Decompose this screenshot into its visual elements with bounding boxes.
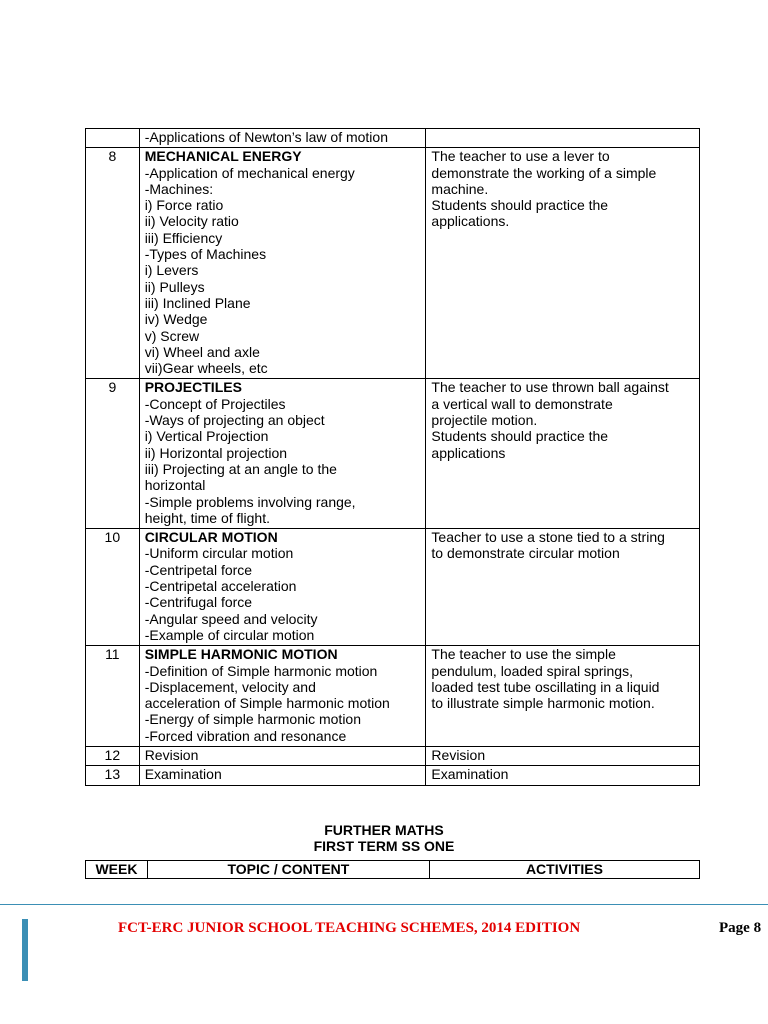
activity-line: demonstrate the working of a simple [431,164,657,181]
week-header: WEEK [86,861,148,879]
topic-line: -Angular speed and velocity [144,610,318,627]
activity-line: machine. [431,180,489,197]
week-cell: 13 [86,766,140,785]
topic-line: -Centripetal force [144,561,253,578]
topic-line: vi) Wheel and axle [144,343,260,360]
header-row [86,861,700,879]
topic-title: MECHANICAL ENERGY [144,148,302,165]
topic-line: -Application of mechanical energy [144,164,355,181]
footer-edition-text: FCT-ERC JUNIOR SCHOOL TEACHING SCHEMES, 2014 EDITION [118,920,581,936]
topic-line: acceleration of Simple harmonic motion [144,695,390,712]
topic-line: vii)Gear wheels, etc [144,360,268,377]
topic-line: horizontal [144,477,206,494]
topic-line: -Applications of Newton’s law of motion [144,129,388,145]
topic-line: i) Levers [144,262,199,279]
topic-line: -Definition of Simple harmonic motion [144,662,378,679]
table-row [86,379,700,529]
topic-line: -Energy of simple harmonic motion [144,711,361,728]
topic-title: PROJECTILES [144,379,242,396]
activity-line: Students should practice the [431,428,609,445]
activity-line: loaded test tube oscillating in a liquid [431,678,660,695]
topic-line: ii) Horizontal projection [144,444,288,461]
topic-line: -Types of Machines [144,246,267,263]
activity-line: pendulum, loaded spiral springs, [431,662,633,679]
activity-line: applications. [431,213,510,230]
term-title: FIRST TERM SS ONE [313,838,455,854]
table-row [86,766,700,785]
topic-line: ii) Velocity ratio [144,213,239,230]
activities-cell [426,746,700,765]
activity-line: The teacher to use the simple [431,646,616,663]
footer-accent-bar [22,919,28,981]
new-section-header-table [85,860,700,879]
topic-line: -Concept of Projectiles [144,395,286,412]
week-cell: 10 [86,529,140,646]
activity-line: The teacher to use thrown ball against [431,379,669,396]
topic-line: -Uniform circular motion [144,545,294,562]
topic-title: SIMPLE HARMONIC MOTION [144,646,338,663]
topic-line: -Example of circular motion [144,626,315,643]
topic-line: -Centrifugal force [144,594,253,611]
topic-content-header: TOPIC / CONTENT [147,861,429,879]
topic-cell [139,148,426,379]
topic-line: -Machines: [144,180,214,197]
topic-line: iii) Projecting at an angle to the [144,460,337,477]
scheme-table [85,128,700,786]
activities-cell [426,766,700,785]
topic-line: -Centripetal acceleration [144,578,297,595]
table-row [86,746,700,765]
week-cell [86,129,140,148]
subject-title: FURTHER MATHS [324,822,444,838]
topic-cell [139,129,426,148]
topic-line: Revision [144,746,199,763]
topic-line: iv) Wedge [144,311,208,328]
topic-line: -Simple problems involving range, [144,493,356,510]
activity-line: The teacher to use a lever to [431,148,610,165]
activity-line: to demonstrate circular motion [431,545,620,562]
week-cell: 8 [86,148,140,379]
activity-line: to illustrate simple harmonic motion. [431,695,655,712]
footer-rule [0,904,768,905]
scheme-table-body [86,129,700,786]
topic-line: -Displacement, velocity and [144,678,316,695]
activity-line: Revision [431,746,486,763]
topic-cell [139,529,426,646]
topic-cell [139,379,426,529]
topic-line: Examination [144,766,222,783]
activity-line: projectile motion. [431,412,538,429]
week-cell: 9 [86,379,140,529]
activity-line: Teacher to use a stone tied to a string [431,529,665,546]
table-row [86,529,700,646]
topic-cell [139,746,426,765]
topic-line: i) Vertical Projection [144,428,269,445]
topic-line: -Forced vibration and resonance [144,727,347,744]
activities-cell [426,529,700,646]
activities-cell [426,148,700,379]
activity-line: applications [431,444,506,461]
topic-line: i) Force ratio [144,197,224,214]
table-row [86,646,700,747]
table-row [86,148,700,379]
topic-line: v) Screw [144,327,200,344]
activity-line: Students should practice the [431,197,609,214]
topic-line: iii) Efficiency [144,229,223,246]
topic-title: CIRCULAR MOTION [144,529,278,546]
week-cell: 11 [86,646,140,747]
activity-line: a vertical wall to demonstrate [431,395,613,412]
activity-line: Examination [431,766,509,783]
activities-cell [426,379,700,529]
week-cell: 12 [86,746,140,765]
topic-line: height, time of flight. [144,509,270,526]
table-row [86,129,700,148]
activities-cell [426,129,700,148]
topic-line: -Ways of projecting an object [144,412,325,429]
activities-header: ACTIVITIES [429,861,699,879]
topic-line: ii) Pulleys [144,278,205,295]
activities-cell [426,646,700,747]
page-number: Page 8 [719,920,762,936]
topic-cell [139,766,426,785]
topic-cell [139,646,426,747]
topic-line: iii) Inclined Plane [144,294,251,311]
